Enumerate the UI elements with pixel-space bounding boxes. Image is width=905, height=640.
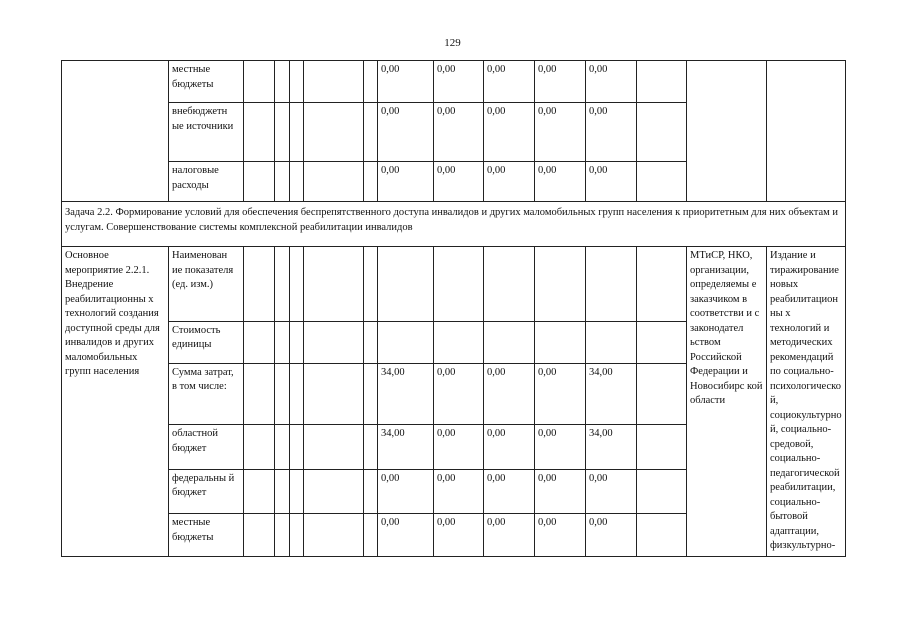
value-cell: 0,00: [535, 103, 586, 162]
value-cell: 0,00: [434, 363, 484, 424]
value-cell: 0,00: [535, 514, 586, 556]
empty-cell: [304, 162, 364, 202]
empty-cell: [364, 162, 378, 202]
empty-cell: [687, 61, 767, 202]
empty-cell: [637, 514, 687, 556]
empty-cell: [290, 469, 304, 514]
empty-cell: [275, 61, 290, 103]
value-cell: 0,00: [484, 363, 535, 424]
value-cell: 0,00: [434, 425, 484, 470]
value-cell: 0,00: [535, 469, 586, 514]
value-cell: 0,00: [535, 425, 586, 470]
empty-cell: [244, 363, 275, 424]
row-label: местные бюджеты: [169, 61, 244, 103]
empty-cell: [637, 469, 687, 514]
value-cell: 0,00: [484, 103, 535, 162]
empty-cell: [290, 321, 304, 363]
value-cell: 0,00: [434, 162, 484, 202]
value-cell: [535, 321, 586, 363]
empty-cell: [304, 321, 364, 363]
result-cell: Издание и тиражирование новых реабилитационны х технологий и методических рекомендаций по социально-психологической, социокультурной, социально-средовой, социально-педагогической реабилитации, социально-бытовой адаптации, физкультурно-: [767, 247, 846, 557]
value-cell: 0,00: [484, 162, 535, 202]
empty-cell: [290, 61, 304, 103]
row-label: Наименован ие показателя (ед. изм.): [169, 247, 244, 322]
empty-cell: [304, 425, 364, 470]
row-label: внебюджетн ые источники: [169, 103, 244, 162]
empty-cell: [364, 514, 378, 556]
task-row: [62, 202, 846, 247]
value-cell: 0,00: [378, 103, 434, 162]
value-cell: [586, 321, 637, 363]
empty-cell: [275, 162, 290, 202]
empty-cell: [275, 321, 290, 363]
value-cell: 0,00: [378, 514, 434, 556]
empty-cell: [290, 103, 304, 162]
value-cell: 0,00: [484, 425, 535, 470]
empty-cell: [637, 363, 687, 424]
value-cell: 34,00: [378, 363, 434, 424]
executor-cell: МТиСР, НКО, организации, определяемы е заказчиком в соответстви и с законодател ьством Российской Федерации и Новосибирс кой области: [687, 247, 767, 557]
empty-cell: [637, 425, 687, 470]
value-cell: [434, 321, 484, 363]
value-cell: 34,00: [378, 425, 434, 470]
empty-cell: [290, 363, 304, 424]
value-cell: 0,00: [535, 61, 586, 103]
value-cell: 0,00: [378, 162, 434, 202]
empty-cell: [275, 103, 290, 162]
empty-cell: [304, 103, 364, 162]
empty-cell: [637, 162, 687, 202]
value-cell: 0,00: [434, 61, 484, 103]
empty-cell: [290, 514, 304, 556]
task-text: Задача 2.2. Формирование условий для обеспечения беспрепятственного доступа инвалидов и других маломобильных групп населения к приоритетным для них объектам и услугам. Совершенствование системы комплексной реабилитации инвалидов: [62, 202, 846, 247]
table-row: [62, 61, 846, 103]
empty-cell: [275, 363, 290, 424]
value-cell: [586, 247, 637, 322]
page-number: 129: [444, 37, 461, 49]
empty-cell: [275, 247, 290, 322]
value-cell: 0,00: [586, 61, 637, 103]
empty-cell: [364, 321, 378, 363]
program-table: [61, 60, 846, 557]
value-cell: 0,00: [586, 103, 637, 162]
empty-cell: [275, 425, 290, 470]
empty-cell: [275, 514, 290, 556]
value-cell: 0,00: [484, 469, 535, 514]
empty-cell: [290, 425, 304, 470]
empty-cell: [244, 247, 275, 322]
row-label: Сумма затрат, в том числе:: [169, 363, 244, 424]
value-cell: 0,00: [586, 162, 637, 202]
value-cell: [378, 321, 434, 363]
empty-cell: [275, 469, 290, 514]
empty-cell: [637, 247, 687, 322]
empty-cell: [304, 514, 364, 556]
empty-cell: [767, 61, 846, 202]
empty-cell: [290, 247, 304, 322]
value-cell: 0,00: [586, 469, 637, 514]
empty-cell: [637, 61, 687, 103]
row-label: местные бюджеты: [169, 514, 244, 556]
empty-cell: [244, 514, 275, 556]
value-cell: [535, 247, 586, 322]
row-label: областной бюджет: [169, 425, 244, 470]
empty-cell: [364, 103, 378, 162]
empty-cell: [304, 469, 364, 514]
empty-cell: [62, 61, 169, 202]
empty-cell: [637, 103, 687, 162]
empty-cell: [364, 363, 378, 424]
empty-cell: [244, 425, 275, 470]
value-cell: 0,00: [434, 514, 484, 556]
empty-cell: [304, 61, 364, 103]
value-cell: [378, 247, 434, 322]
row-label: налоговые расходы: [169, 162, 244, 202]
value-cell: 0,00: [535, 363, 586, 424]
empty-cell: [637, 321, 687, 363]
value-cell: [484, 321, 535, 363]
value-cell: 0,00: [586, 514, 637, 556]
empty-cell: [304, 247, 364, 322]
empty-cell: [244, 162, 275, 202]
empty-cell: [364, 425, 378, 470]
row-label: Стоимость единицы: [169, 321, 244, 363]
value-cell: 0,00: [484, 514, 535, 556]
measure-name: Основное мероприятие 2.2.1. Внедрение реабилитационны х технологий создания доступной среды для инвалидов и других маломобильных групп населения: [62, 247, 169, 557]
value-cell: 34,00: [586, 363, 637, 424]
empty-cell: [244, 103, 275, 162]
value-cell: [434, 247, 484, 322]
value-cell: 0,00: [378, 61, 434, 103]
value-cell: 0,00: [434, 469, 484, 514]
value-cell: 0,00: [434, 103, 484, 162]
empty-cell: [244, 469, 275, 514]
value-cell: 0,00: [378, 469, 434, 514]
empty-cell: [364, 247, 378, 322]
empty-cell: [290, 162, 304, 202]
empty-cell: [304, 363, 364, 424]
row-label: федеральны й бюджет: [169, 469, 244, 514]
empty-cell: [244, 61, 275, 103]
empty-cell: [244, 321, 275, 363]
value-cell: [484, 247, 535, 322]
empty-cell: [364, 61, 378, 103]
empty-cell: [364, 469, 378, 514]
value-cell: 0,00: [535, 162, 586, 202]
value-cell: 34,00: [586, 425, 637, 470]
value-cell: 0,00: [484, 61, 535, 103]
table-row: [62, 247, 846, 322]
